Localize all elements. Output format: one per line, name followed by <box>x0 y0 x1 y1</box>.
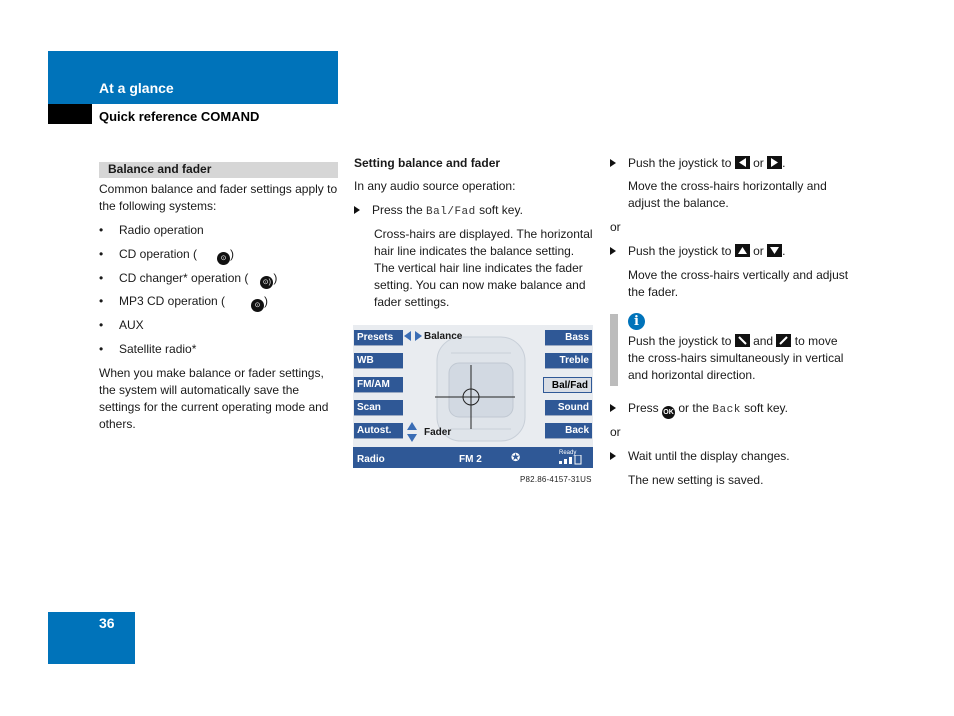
joystick-diagonal-down-icon <box>735 334 750 347</box>
step-description: The new setting is saved. <box>628 473 764 487</box>
mp3-icon: ⊙ <box>251 299 264 312</box>
or-text: or <box>610 220 621 234</box>
softkey-scan[interactable]: Scan <box>354 400 403 416</box>
softkey-fm-am[interactable]: FM/AM <box>354 377 403 393</box>
page-number: 36 <box>99 615 115 631</box>
chapter-title: At a glance <box>99 80 174 96</box>
up-down-arrows-icon <box>407 422 417 442</box>
joystick-diagonal-up-icon <box>776 334 791 347</box>
step: Wait until the display changes. <box>610 448 850 465</box>
list-item: • CD changer* operation ( ⊙) ) <box>99 270 277 289</box>
step: Press OK or the Back soft key. <box>610 400 850 419</box>
note-text: Push the joystick to and to move the cross-hairs simultaneously in vertical and horizontal direction. <box>628 334 844 382</box>
joystick-right-icon <box>767 156 782 169</box>
info-icon: i <box>628 313 645 330</box>
outro-paragraph: When you make balance or fader settings, the system will automatically save the settings for the current operating mode and others. <box>99 366 329 431</box>
figure-caption: P82.86-4157-31US <box>520 475 592 484</box>
softkey-treble[interactable]: Treble <box>545 353 592 369</box>
soft-key-label: Bal/Fad <box>426 206 476 218</box>
status-bar <box>353 447 593 468</box>
step: Push the joystick to or . <box>610 243 850 260</box>
softkey-wb[interactable]: WB <box>354 353 403 369</box>
status-band: FM 2 <box>459 454 482 465</box>
step-arrow-icon <box>610 159 616 167</box>
softkey-bal-fad[interactable]: Bal/Fad <box>543 377 592 393</box>
header-marker <box>48 104 92 124</box>
intro-paragraph: Common balance and fader settings apply to the following systems: <box>99 182 338 213</box>
or-text: or <box>610 425 621 439</box>
left-right-arrows-icon <box>404 331 422 341</box>
list-item: • MP3 CD operation ( ⊙ ) <box>99 293 268 312</box>
note-bar <box>610 314 618 386</box>
softkey-presets[interactable]: Presets <box>354 330 403 346</box>
joystick-up-icon <box>735 244 750 257</box>
softkey-bass[interactable]: Bass <box>545 330 592 346</box>
section-subtitle: Quick reference COMAND <box>99 109 260 124</box>
softkey-back[interactable]: Back <box>545 423 592 439</box>
ok-button-icon: OK <box>662 406 675 419</box>
list-item: • Satellite radio* <box>99 342 197 356</box>
softkey-sound[interactable]: Sound <box>545 400 592 416</box>
step-arrow-icon <box>354 206 360 214</box>
list-item: • CD operation ( ⊙ ) <box>99 246 234 265</box>
settings-icon: ✪ <box>511 452 521 464</box>
soft-key-label: Back <box>712 404 741 416</box>
procedure-heading: Setting balance and fader <box>354 156 501 170</box>
balance-label: Balance <box>424 331 463 342</box>
paragraph: In any audio source operation: <box>354 179 516 193</box>
step: Press the Bal/Fad soft key. <box>354 202 594 221</box>
joystick-down-icon <box>767 244 782 257</box>
header-bar <box>48 51 338 104</box>
list-item: • AUX <box>99 318 144 332</box>
ready-label: Ready <box>559 450 577 456</box>
step-arrow-icon <box>610 404 616 412</box>
step: Push the joystick to or . <box>610 155 850 172</box>
step-arrow-icon <box>610 452 616 460</box>
comand-display <box>353 325 593 468</box>
cd-icon: ⊙ <box>217 252 230 265</box>
joystick-left-icon <box>735 156 750 169</box>
step-arrow-icon <box>610 247 616 255</box>
status-source: Radio <box>357 454 385 465</box>
step-description: Move the cross-hairs horizontally and adjust the balance. <box>628 179 827 210</box>
signal-strength-icon <box>559 455 589 465</box>
crosshair-icon <box>435 365 515 429</box>
fader-label: Fader <box>424 427 452 438</box>
page-number-box <box>48 612 135 664</box>
step-description: Move the cross-hairs vertically and adjust the fader. <box>628 268 849 299</box>
step-description: Cross-hairs are displayed. The horizontal hair line indicates the balance setting. The vertical hair line indicates the fader setting. You can now make balance and fader settings. <box>374 227 593 309</box>
softkey-autostore[interactable]: Autost. <box>354 423 403 439</box>
section-title: Balance and fader <box>108 162 212 176</box>
list-item: • Radio operation <box>99 223 204 237</box>
cd-changer-icon: ⊙) <box>260 276 273 289</box>
